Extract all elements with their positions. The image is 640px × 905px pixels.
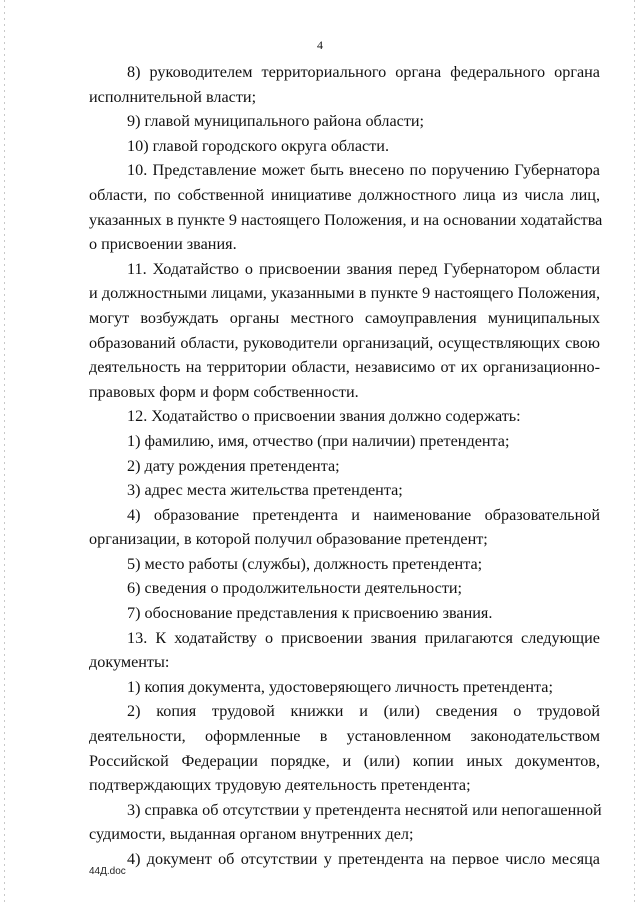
text-line: подтверждающих трудовую деятельность претендента; [89,776,471,795]
text-line: 10. Представление может быть внесено по поручению Губернатора [127,161,600,180]
text-line: 4) документ об отсутствии у претендента на первое число месяца [127,850,600,868]
text-line: организации, в которой получил образование претендент; [89,530,488,549]
text-line: 2) дату рождения претендента; [127,456,340,475]
left-margin-mark [4,0,5,905]
text-line: 11. Ходатайство о присвоении звания перед Губернатором области [127,259,600,278]
text-line: правовых форм и форм собственности. [89,382,359,401]
text-line: и должностными лицами, указанными в пункте 9 настоящего Положения, [89,284,600,303]
text-line: 6) сведения о продолжительности деятельности; [127,579,463,598]
text-line: 12. Ходатайство о присвоении звания должно содержать: [127,407,521,426]
text-line: 5) место работы (службы), должность претендента; [127,554,483,573]
text-line: 3) справка об отсутствии у претендента неснятой или непогашенной [127,800,602,819]
text-line: 7) обоснование представления к присвоению звания. [127,604,493,623]
text-line: области, по собственной инициативе должностного лица из числа лиц, [89,185,600,204]
text-line: образований области, руководители организаций, осуществляющих свою [89,333,600,352]
text-line: Российской Федерации порядке, и (или) копии иных документов, [89,751,600,770]
text-line: указанных в пункте 9 настоящего Положения, и на основании ходатайства [89,210,603,229]
text-line: судимости, выданная органом внутренних дел; [89,825,414,844]
page-number: 4 [317,38,323,52]
text-line: 1) копия документа, удостоверяющего личность претендента; [127,677,553,696]
text-line: исполнительной власти; [89,87,257,106]
footer-filename: 44Д.doc [89,866,126,877]
text-line: 1) фамилию, имя, отчество (при наличии) претендента; [127,431,510,450]
right-margin-mark [634,0,635,905]
text-line: 8) руководителем территориального органа федерального органа [127,63,600,81]
text-line: о присвоении звания. [89,235,237,254]
text-line: 9) главой муниципального района области; [127,112,425,131]
text-line: 4) образование претендента и наименование образовательной [127,505,600,524]
text-line: документы: [89,653,170,672]
text-line: могут возбуждать органы местного самоуправления муниципальных [89,308,600,327]
text-line: 10) главой городского округа области. [127,136,389,155]
text-line: деятельность на территории области, независимо от их организационно- [89,358,600,377]
document-body [89,60,603,872]
text-line: 13. К ходатайству о присвоении звания прилагаются следующие [127,628,600,647]
text-line: 3) адрес места жительства претендента; [127,481,403,500]
text-line: деятельности, оформленные в установленном законодательством [89,727,600,746]
text-line: 2) копия трудовой книжки и (или) сведения о трудовой [127,702,600,721]
